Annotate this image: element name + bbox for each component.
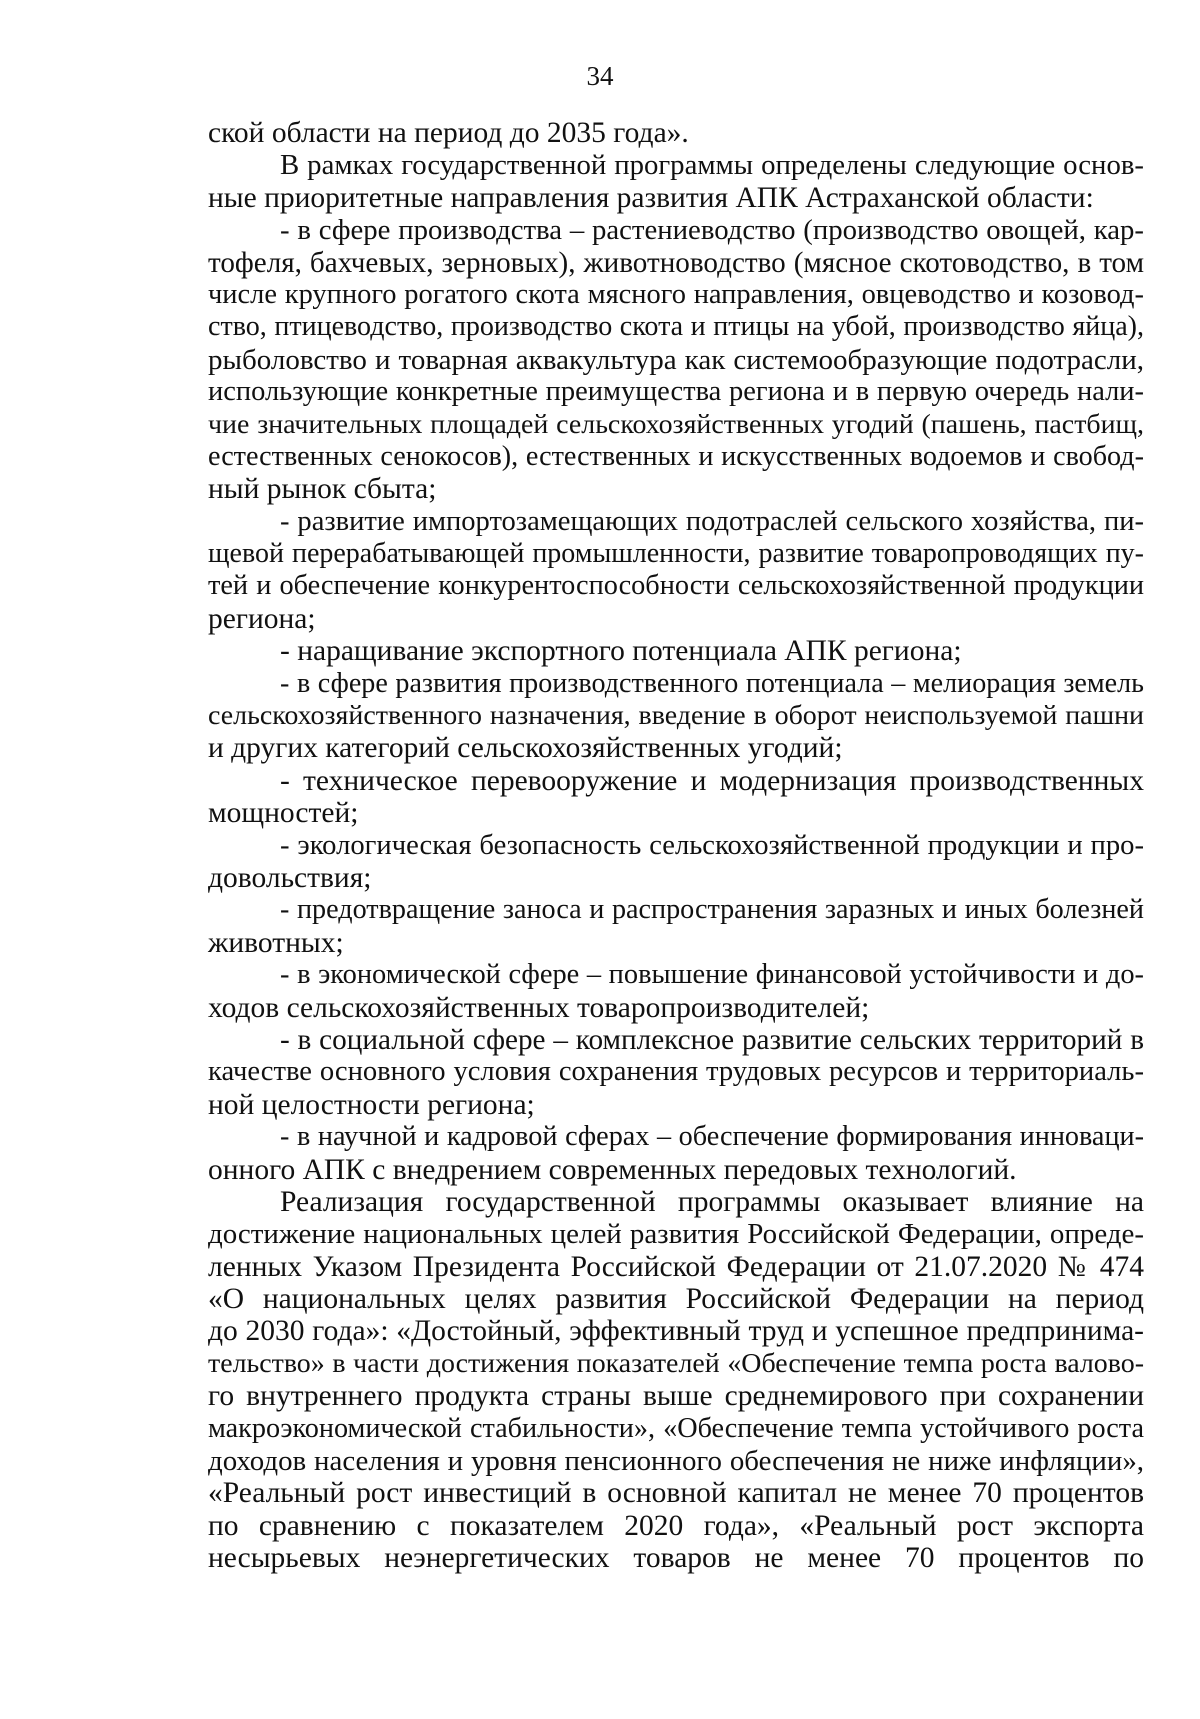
text-line: тофеля, бахчевых, зерновых), животноводство (мясное скотоводство, в том (208, 246, 1144, 279)
text-line: доходов населения и уровня пенсионного обеспечения не ниже инфляции», (208, 1445, 1144, 1478)
text-line: - в экономической сфере – повышение финансовой устойчивости и до- (280, 959, 1144, 991)
text-line: ной целостности региона; (208, 1088, 535, 1121)
text-line: рыболовство и товарная аквакультура как системообразующие подотрасли, (208, 343, 1144, 376)
text-line: - в социальной сфере – комплексное развитие сельских территорий в (280, 1023, 1144, 1056)
text-line: макроэкономической стабильности», «Обеспечение темпа устойчивого роста (208, 1412, 1144, 1444)
text-line: использующие конкретные преимущества региона и в первую очередь нали- (208, 376, 1144, 408)
text-line: - экологическая безопасность сельскохозяйственной продукции и про- (280, 829, 1144, 861)
text-line: сельскохозяйственного назначения, введение в оборот неиспользуемой пашни (208, 700, 1144, 732)
text-line: го внутреннего продукта страны выше среднемирового при сохранении (208, 1380, 1144, 1413)
text-line: - предотвращение заноса и распространения заразных и иных болезней (280, 894, 1144, 926)
text-line: ные приоритетные направления развития АПК Астраханской области: (208, 181, 1094, 214)
text-line: «Реальный рост инвестиций в основной капитал не менее 70 процентов (208, 1477, 1144, 1510)
text-line: довольствия; (208, 861, 372, 894)
text-line: ный рынок сбыта; (208, 473, 437, 506)
text-line: онного АПК с внедрением современных передовых технологий. (208, 1153, 1017, 1186)
text-line: - в научной и кадровой сферах – обеспечение формирования инноваци- (280, 1121, 1144, 1153)
text-line: по сравнению с показателем 2020 года», «Реальный рост экспорта (208, 1509, 1144, 1542)
text-line: естественных сенокосов), естественных и искусственных водоемов и свобод- (208, 440, 1144, 472)
text-line: - техническое перевооружение и модернизация производственных (280, 764, 1144, 797)
text-line: числе крупного рогатого скота мясного направления, овцеводство и козовод- (208, 278, 1144, 310)
document-body (208, 117, 1144, 1575)
text-line: региона; (208, 602, 316, 635)
text-line: щевой перерабатывающей промышленности, развитие товаропроводящих пу- (208, 538, 1144, 570)
text-line: качестве основного условия сохранения трудовых ресурсов и территориаль- (208, 1056, 1144, 1088)
text-line: тельство» в части достижения показателей «Обеспечение темпа роста валово- (208, 1347, 1144, 1379)
text-line: ленных Указом Президента Российской Федерации от 21.07.2020 № 474 (208, 1250, 1144, 1283)
text-line: животных; (208, 926, 344, 959)
text-line: - развитие импортозамещающих подотраслей сельского хозяйства, пи- (280, 505, 1144, 537)
text-line: Реализация государственной программы оказывает влияние на (280, 1185, 1144, 1218)
text-line: В рамках государственной программы определены следующие основ- (280, 149, 1144, 182)
text-line: ской области на период до 2035 года». (208, 117, 689, 149)
text-line: до 2030 года»: «Достойный, эффективный труд и успешное предпринима- (208, 1315, 1144, 1348)
text-line: достижение национальных целей развития Российской Федерации, опреде- (208, 1218, 1144, 1251)
page-number: 34 (586, 61, 614, 91)
text-line: мощностей; (208, 797, 359, 830)
text-line: ство, птицеводство, производство скота и птицы на убой, производство яйца), (208, 311, 1144, 343)
text-line: чие значительных площадей сельскохозяйственных угодий (пашень, пастбищ, (208, 408, 1144, 440)
text-line: «О национальных целях развития Российской Федерации на период (208, 1283, 1144, 1316)
text-line: и других категорий сельскохозяйственных угодий; (208, 732, 843, 765)
text-line: - наращивание экспортного потенциала АПК региона; (280, 635, 962, 668)
text-line: - в сфере производства – растениеводство (производство овощей, кар- (280, 214, 1144, 247)
text-line: - в сфере развития производственного потенциала – мелиорация земель (280, 667, 1144, 699)
text-line: тей и обеспечение конкурентоспособности сельскохозяйственной продукции (208, 570, 1144, 602)
text-line: ходов сельскохозяйственных товаропроизводителей; (208, 991, 870, 1024)
text-line: несырьевых неэнергетических товаров не менее 70 процентов по (208, 1542, 1144, 1575)
